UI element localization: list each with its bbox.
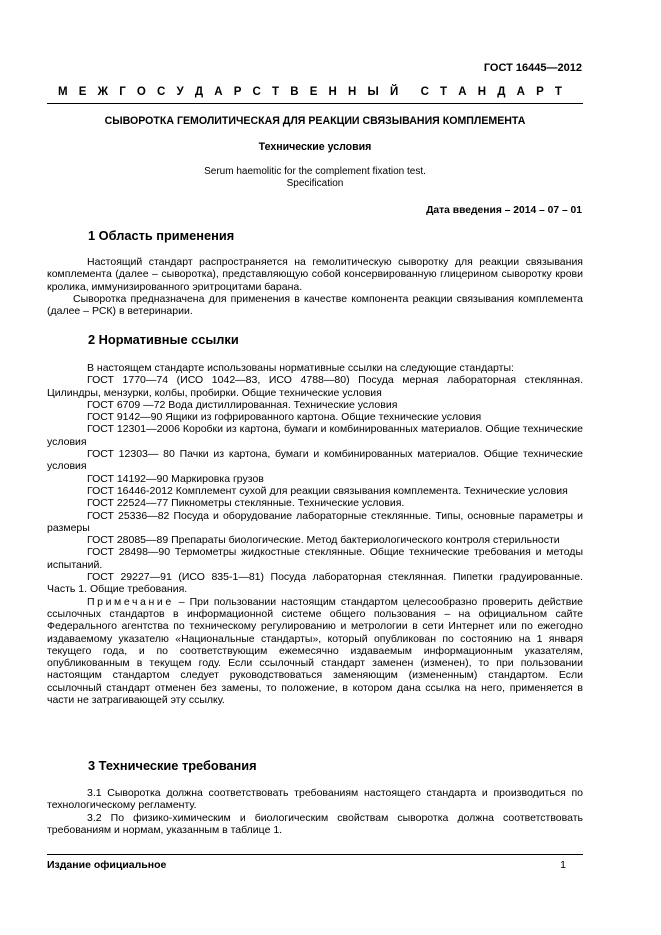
heading-letter: Е	[309, 86, 318, 98]
heading-letter: Н	[328, 86, 337, 98]
paragraph: 3.1 Сыворотка должна соответствовать требованиям настоящего стандарта и производиться по технологическому регламенту.	[47, 787, 583, 812]
introduction-date: Дата введения – 2014 – 07 – 01	[426, 205, 582, 216]
heading-letter: Т	[440, 86, 448, 98]
note	[47, 596, 583, 707]
heading-letter: Р	[536, 86, 544, 98]
reference-item: ГОСТ 1770—74 (ИСО 1042—83, ИСО 4788—80) Посуда мерная лабораторная стеклянная. Цилиндры, мензурки, колбы, пробирки. Общие технические условия	[47, 374, 583, 399]
heading-letter: Й	[389, 86, 399, 98]
heading-letter: А	[214, 86, 223, 98]
heading-letter: Д	[497, 86, 506, 98]
reference-item: ГОСТ 14192—90 Маркировка грузов	[87, 472, 264, 485]
paragraph: В настоящем стандарте использованы нормативные ссылки на следующие стандарты:	[87, 362, 514, 374]
note-label: Примечание	[87, 595, 174, 608]
section-references-body	[47, 362, 583, 706]
reference-item: ГОСТ 12301—2006 Коробки из картона, бумаги и комбинированных материалов. Общие технические условия	[47, 423, 583, 448]
reference-item: ГОСТ 28498—90 Термометры жидкостные стеклянные. Общие технические требования и методы испытаний.	[47, 546, 583, 571]
english-title-line: Specification	[286, 178, 344, 189]
official-edition-label: Издание официальное	[47, 859, 167, 871]
heading-letter: Г	[119, 86, 126, 98]
english-title	[47, 166, 583, 190]
heading-letter: М	[58, 86, 68, 98]
heading-letter: Ж	[97, 86, 109, 98]
heading-letter: У	[176, 86, 184, 98]
section-requirements-body	[47, 787, 583, 836]
paragraph: Настоящий стандарт распространяется на гемолитическую сыворотку для реакции связывания комплемента (далее – сыворотка), представляющую собой консервированную глицерином сыворотку крови кролика, иммунизированного эритроцитами барана.	[47, 256, 583, 293]
heading-letter: Ы	[367, 86, 379, 98]
reference-item: ГОСТ 12303— 80 Пачки из картона, бумаги и комбинированных материалов. Общие технические условия	[47, 448, 583, 473]
document-subtitle: Технические условия	[258, 141, 372, 153]
heading-letter: Д	[194, 86, 204, 98]
heading-letter: С	[157, 86, 166, 98]
interstate-standard-heading	[58, 86, 562, 98]
heading-letter: А	[458, 86, 467, 98]
reference-item: ГОСТ 9142—90 Ящики из гофрированного картона. Общие технические условия	[87, 411, 482, 424]
document-title: СЫВОРОТКА ГЕМОЛИТИЧЕСКАЯ ДЛЯ РЕАКЦИИ СВЯЗЫВАНИЯ КОМПЛЕМЕНТА	[104, 115, 526, 127]
section-heading-scope: 1 Область применения	[88, 228, 235, 243]
heading-letter: Е	[78, 86, 87, 98]
heading-letter: Т	[554, 86, 562, 98]
heading-letter: С	[252, 86, 261, 98]
paragraph: Сыворотка предназначена для применения в качестве компонента реакции связывания комплемента (далее – РСК) в ветеринарии.	[47, 292, 583, 318]
note-text: – При пользовании настоящим стандартом целесообразно проверить действие ссылочных стандартов в информационной системе общего пользования – на официальном сайте Федерального агентства по техническому регулированию и метрологии в сети Интернет или по ежегодно издаваемому указателю «Национальные стандарты», который опубликован по состоянию на 1 января текущего года, и по соответствующим ежемесячно издаваемым информационным указателям, опубликованным в текущем году. Если ссылочный стандарт заменен (изменен), то при пользовании настоящим стандартом следует руководствоваться заменяющим (измененным) стандартом. Если ссылочный стандарт отменен без замены, то положение, в котором дана ссылка на него, применяется в части не затрагивающей эту ссылку.	[47, 595, 583, 707]
reference-item: ГОСТ 6709 —72 Вода дистиллированная. Технические условия	[87, 398, 398, 411]
section-scope-body	[47, 256, 583, 317]
heading-letter: А	[516, 86, 525, 98]
reference-item: ГОСТ 22524—77 Пикнометры стеклянные. Технические условия.	[87, 497, 405, 510]
page-number: 1	[560, 859, 566, 871]
section-heading-requirements: 3 Технические требования	[88, 758, 257, 773]
footer-divider	[47, 854, 583, 855]
header-divider	[47, 103, 583, 104]
reference-item: ГОСТ 25336—82 Посуда и оборудование лабораторные стеклянные. Типы, основные параметры и размеры	[47, 509, 583, 534]
reference-item: ГОСТ 28085—89 Препараты биологические. Метод бактериологического контроля стерильности	[87, 534, 560, 547]
standard-number: ГОСТ 16445—2012	[483, 62, 582, 74]
reference-item: ГОСТ 29227—91 (ИСО 835-1—81) Посуда лабораторная стеклянная. Пипетки градуированные. Часть 1. Общие требования.	[47, 571, 583, 596]
english-title-line: Serum haemolitic for the complement fixation test.	[204, 166, 426, 177]
heading-letter: Н	[348, 86, 357, 98]
heading-letter: О	[136, 86, 146, 98]
heading-letter: Р	[233, 86, 242, 98]
heading-letter: Н	[477, 86, 487, 98]
reference-item: ГОСТ 16446-2012 Комплемент сухой для реакции связывания комплемента. Технические условия	[87, 484, 568, 497]
heading-letter: Т	[272, 86, 280, 98]
heading-letter: С	[420, 86, 429, 98]
heading-letter: В	[290, 86, 299, 98]
section-heading-references: 2 Нормативные ссылки	[88, 332, 239, 347]
paragraph: 3.2 По физико-химическим и биологическим свойствам сыворотка должна соответствовать требованиям и нормам, указанным в таблице 1.	[47, 811, 583, 836]
